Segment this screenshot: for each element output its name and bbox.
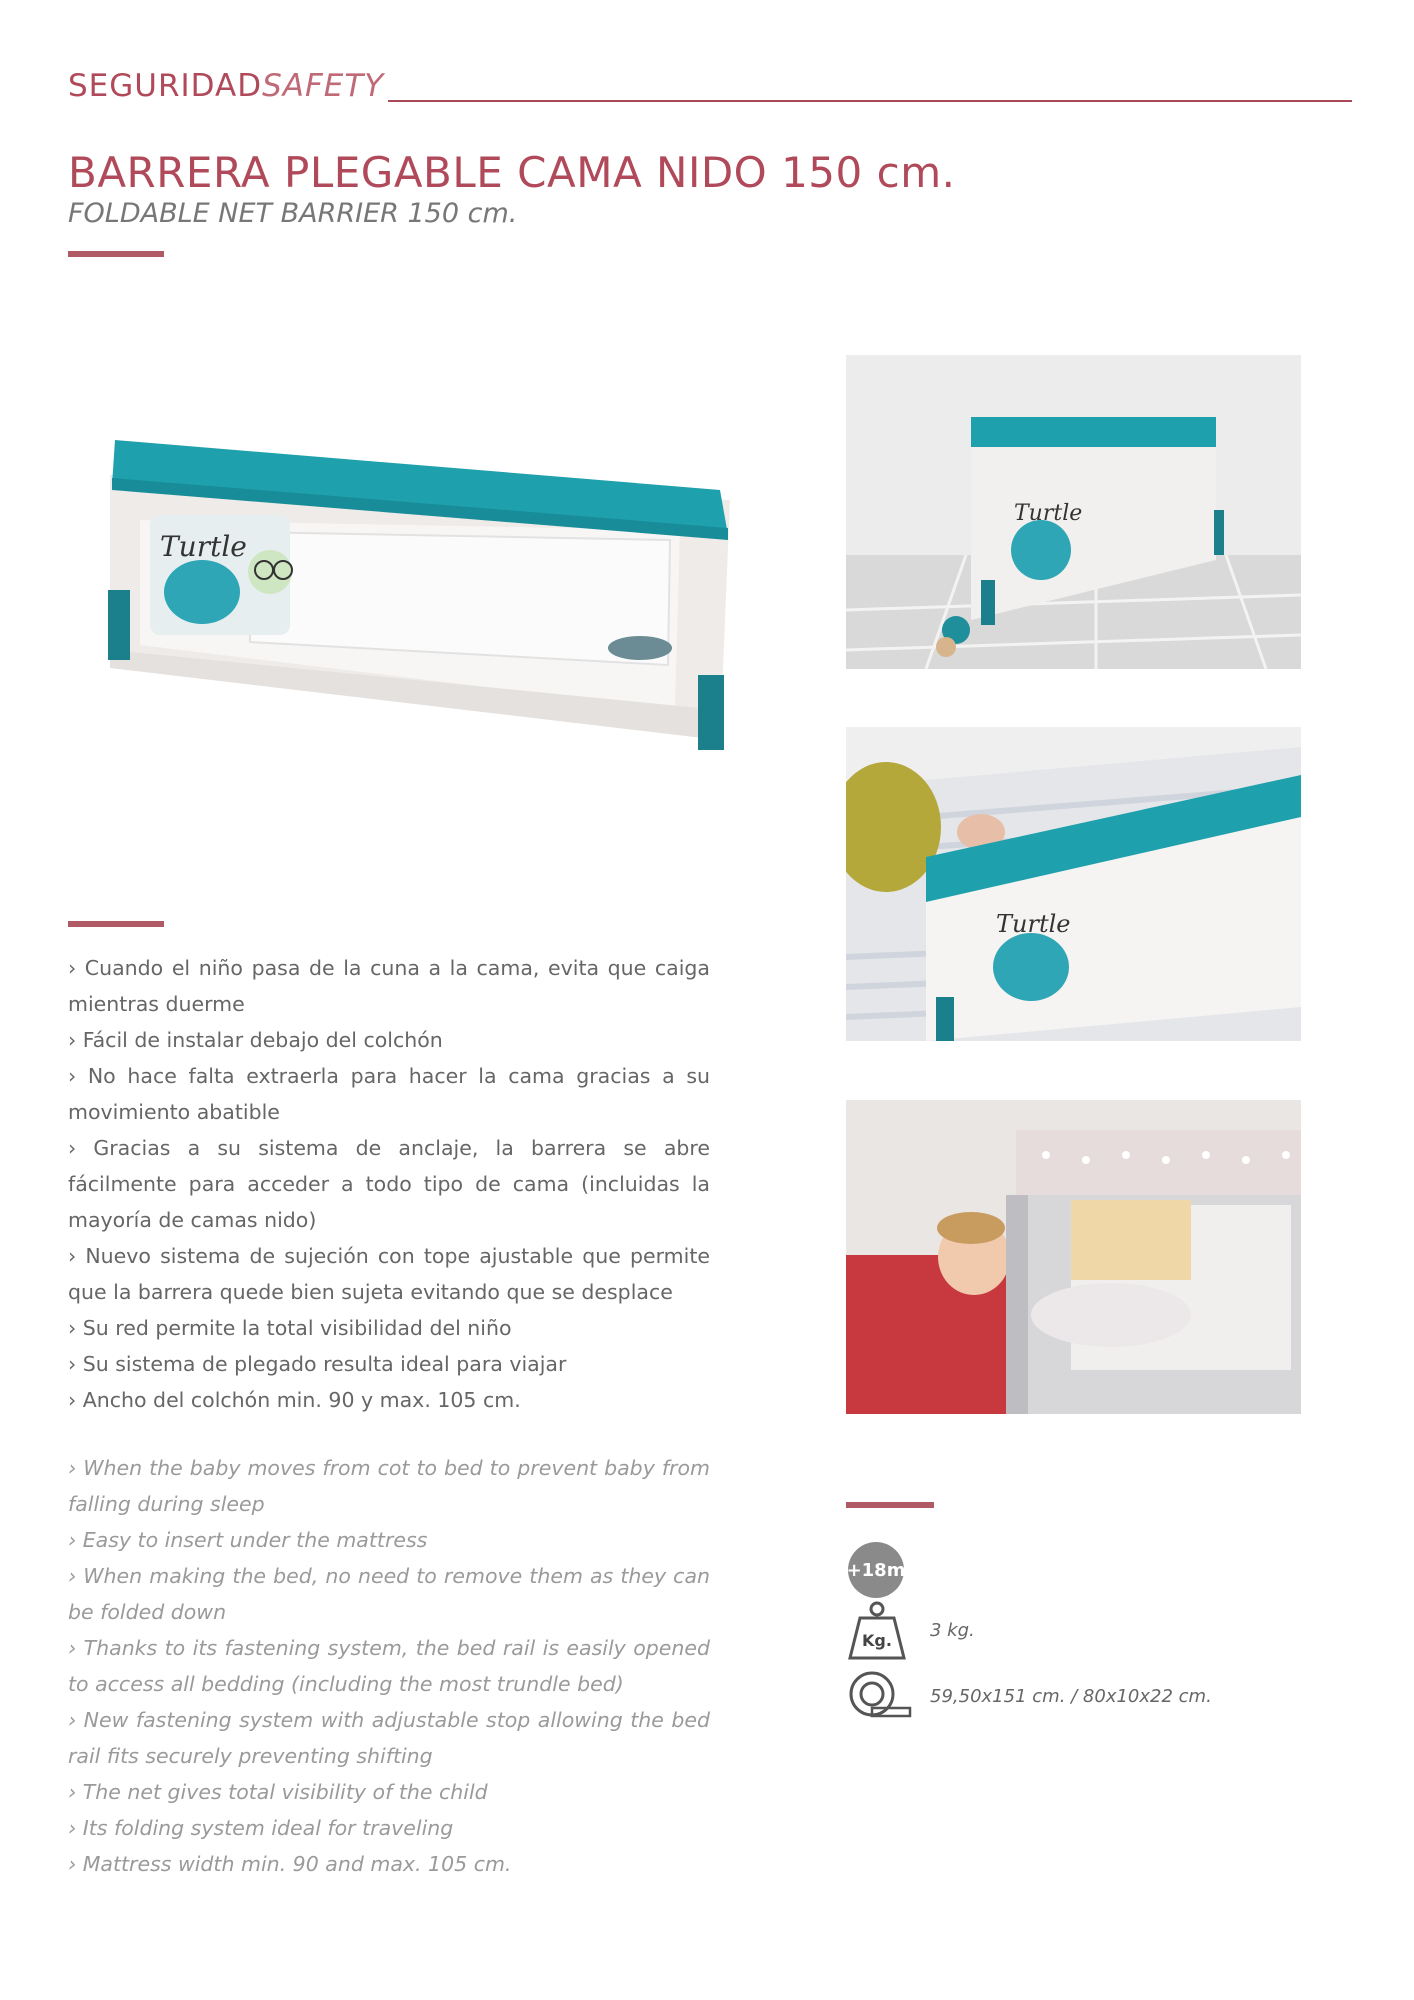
list-item: › No hace falta extraerla para hacer la cama gracias a su movimiento abatible: [68, 1064, 710, 1124]
list-item: › Thanks to its fastening system, the bed rail is easily opened to access all bedding (including the most trundle bed): [68, 1636, 710, 1696]
list-item: › Cuando el niño pasa de la cuna a la cama, evita que caiga mientras duerme: [68, 956, 710, 1016]
svg-text:Turtle: Turtle: [160, 530, 247, 563]
weight-icon: [846, 1600, 908, 1662]
list-item: › Gracias a su sistema de anclaje, la barrera se abre fácilmente para acceder a todo tipo de cama (incluidas la mayoría de camas nido): [68, 1136, 710, 1232]
section-rule: [388, 100, 1352, 102]
dimensions-value: 59,50x151 cm. / 80x10x22 cm.: [930, 1686, 1212, 1707]
lifestyle-photo-floor: [846, 355, 1301, 669]
turtle-print-text: Turtle: [1014, 501, 1083, 526]
features-list-es: [68, 950, 710, 1418]
tape-measure-icon: [846, 1670, 914, 1720]
list-item: › Nuevo sistema de sujeción con tope ajustable que permite que la barrera quede bien sujeta evitando que se desplace: [68, 1244, 710, 1304]
section-label: [68, 68, 384, 104]
turtle-print: [150, 515, 292, 635]
list-item: › Its folding system ideal for traveling: [68, 1816, 454, 1840]
specs-accent: [846, 1502, 934, 1508]
page-title: BARRERA PLEGABLE CAMA NIDO 150 cm.: [68, 148, 956, 197]
list-item: › Su sistema de plegado resulta ideal para viajar: [68, 1352, 567, 1376]
list-item: › Ancho del colchón min. 90 y max. 105 cm.: [68, 1388, 521, 1412]
list-item: › Mattress width min. 90 and max. 105 cm.: [68, 1852, 512, 1876]
lifestyle-photo-child: [846, 1100, 1301, 1414]
section-es: SEGURIDAD: [68, 68, 263, 104]
list-item: › When making the bed, no need to remove them as they can be folded down: [68, 1564, 710, 1624]
page-subtitle: FOLDABLE NET BARRIER 150 cm.: [68, 198, 518, 229]
section-en: SAFETY: [262, 68, 385, 104]
list-item: › Easy to insert under the mattress: [68, 1528, 428, 1552]
features-list-en: [68, 1450, 710, 1882]
turtle-print-text: Turtle: [996, 910, 1071, 938]
main-product-photo: [80, 420, 740, 760]
list-item: › Su red permite la total visibilidad del niño: [68, 1316, 512, 1340]
weight-value: 3 kg.: [930, 1620, 975, 1641]
title-accent: [68, 251, 164, 257]
list-item: › The net gives total visibility of the child: [68, 1780, 488, 1804]
list-item: › Fácil de instalar debajo del colchón: [68, 1028, 443, 1052]
list-item: › New fastening system with adjustable stop allowing the bed rail fits securely preventing shifting: [68, 1708, 710, 1768]
features-accent: [68, 921, 164, 927]
lifestyle-photo-bed: [846, 727, 1301, 1041]
weight-icon-label: Kg.: [862, 1631, 892, 1650]
age-badge-icon: +18m: [848, 1542, 904, 1598]
list-item: › When the baby moves from cot to bed to prevent baby from falling during sleep: [68, 1456, 710, 1516]
